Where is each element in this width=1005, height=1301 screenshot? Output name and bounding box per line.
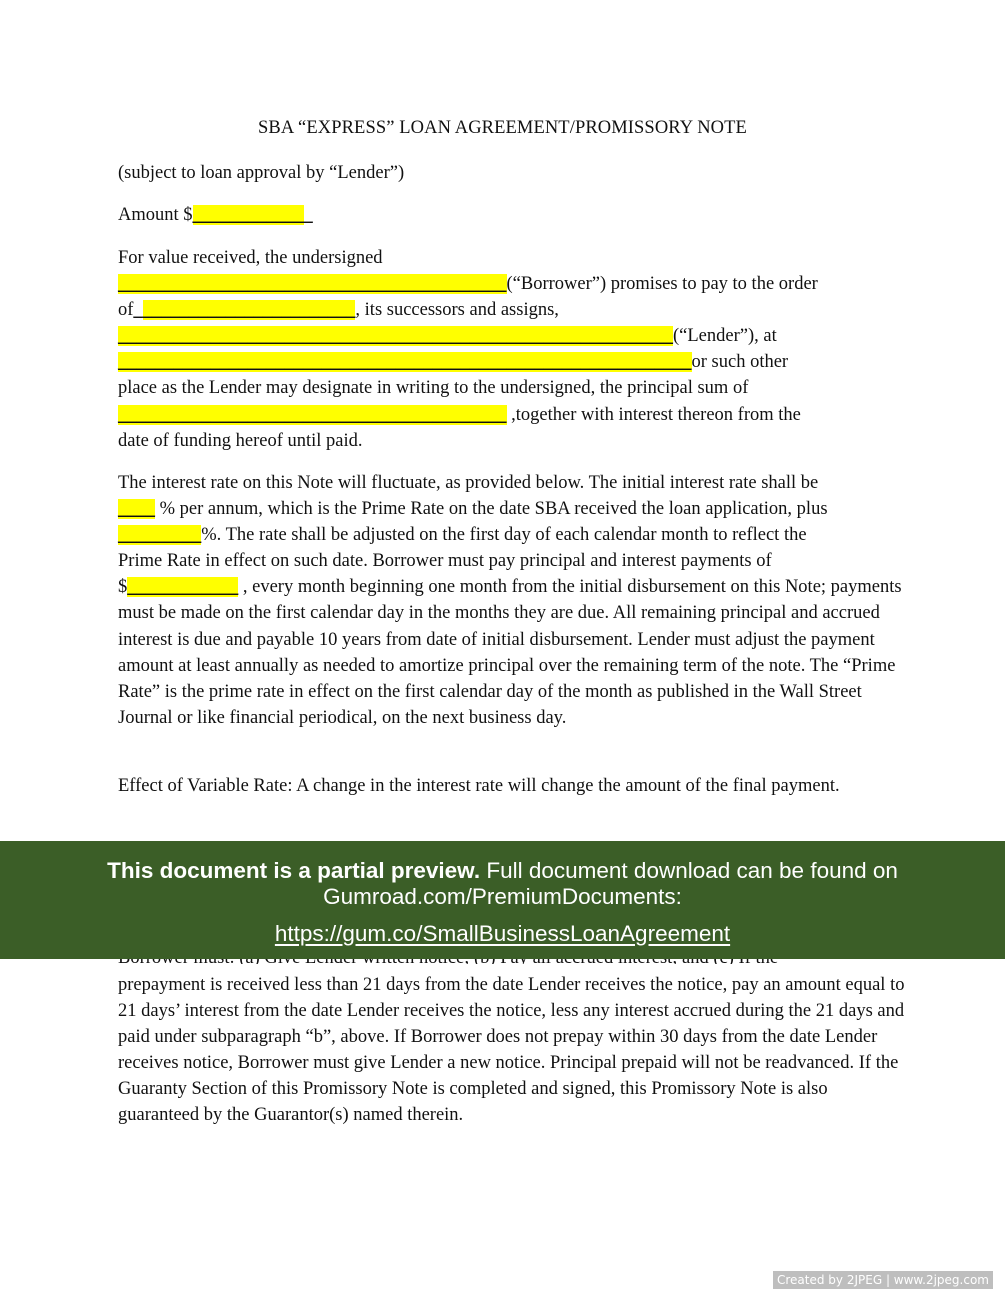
payment-rest: , every month beginning one month from the initial disbursement on this Note; payments must be made on the first calendar day in the months they are due. All remaining principal and accrued interest is due and payable 10 years from date of initial disbursement. Lender must adjust the payment amount at least annually as needed to amortize principal over the remaining term of the note. The “Prime Rate” is the prime rate in effect on the first calendar day of the month as published in the Wall Street Journal or like financial periodical, on the next business day.: [118, 577, 902, 728]
amount-blank: ____________: [192, 205, 304, 225]
rate-text: % per annum, which is the Prime Rate on the date SBA received the loan application, plus: [155, 499, 828, 520]
borrower-text: (“Borrower”) promises to pay to the order: [506, 274, 818, 295]
lender-text: (“Lender”), at: [673, 326, 777, 347]
banner-line-1: [0, 841, 1005, 884]
place-text: place as the Lender may designate in writing to the undersigned, the principal sum of: [118, 378, 749, 399]
lender-blank: ____________________________________________________________: [118, 326, 673, 347]
address-blank: ______________________________________________________________: [118, 352, 692, 373]
borrower-blank: __________________________________________: [118, 274, 507, 295]
paragraph-interest: [118, 470, 908, 731]
banner-bold-text: This document is a partial preview.: [107, 858, 481, 883]
subject-line: (subject to loan approval by “Lender”): [118, 163, 405, 183]
payment-blank: ____________: [127, 577, 239, 598]
of-label: of: [118, 300, 134, 321]
date-text: date of funding hereof until paid.: [118, 430, 363, 451]
watermark: Created by 2JPEG | www.2jpeg.com: [773, 1271, 993, 1289]
banner-text: Full document download can be found on: [480, 858, 898, 883]
amount-line: [118, 202, 908, 228]
successors-text: , its successors and assigns,: [355, 300, 559, 321]
document-title: SBA “EXPRESS” LOAN AGREEMENT/PROMISSORY NOTE: [258, 118, 747, 138]
plus-blank: _________: [118, 525, 202, 546]
other-text: or such other: [691, 352, 789, 373]
paragraph-variable-rate: Effect of Variable Rate: A change in the interest rate will change the amount of the final payment.: [118, 776, 840, 796]
paragraph-parties: [118, 245, 908, 454]
together-text: ,together with interest thereon from the: [506, 404, 801, 425]
amount-label: Amount $: [118, 205, 193, 225]
amount-tail: _: [303, 205, 313, 225]
adjust-text: %. The rate shall be adjusted on the first day of each calendar month to reflect the: [201, 525, 807, 546]
p2-line1: The interest rate on this Note will fluctuate, as provided below. The initial interest rate shall be: [118, 473, 819, 493]
preview-banner: [0, 841, 1005, 959]
prime-text: Prime Rate in effect on such date. Borrower must pay principal and interest payments of: [118, 551, 772, 572]
rate-blank: ____: [118, 499, 155, 520]
sum-blank: __________________________________________: [118, 404, 507, 425]
paragraph-prepayment: prepayment is received less than 21 days from the date Lender receives the notice, pay an amount equal to 21 days’ interest from the date Lender receives the notice, less any interest accrued during the 21 days and paid under subparagraph “b”, above. If Borrower does not prepay within 30 days from the date Lender receives notice, Borrower must give Lender a new notice. Principal prepaid will not be readvanced. If the Guaranty Section of this Promissory Note is completed and signed, this Promissory Note is also guaranteed by the Guarantor(s) named therein.: [118, 975, 905, 1126]
of-under: _: [133, 300, 143, 321]
order-blank: _______________________: [142, 300, 356, 321]
download-link[interactable]: https://gum.co/SmallBusinessLoanAgreement: [274, 921, 731, 946]
banner-line-2: Gumroad.com/PremiumDocuments:: [323, 884, 682, 909]
p1-intro: For value received, the undersigned: [118, 248, 383, 268]
dollar-sign: $: [118, 577, 128, 598]
